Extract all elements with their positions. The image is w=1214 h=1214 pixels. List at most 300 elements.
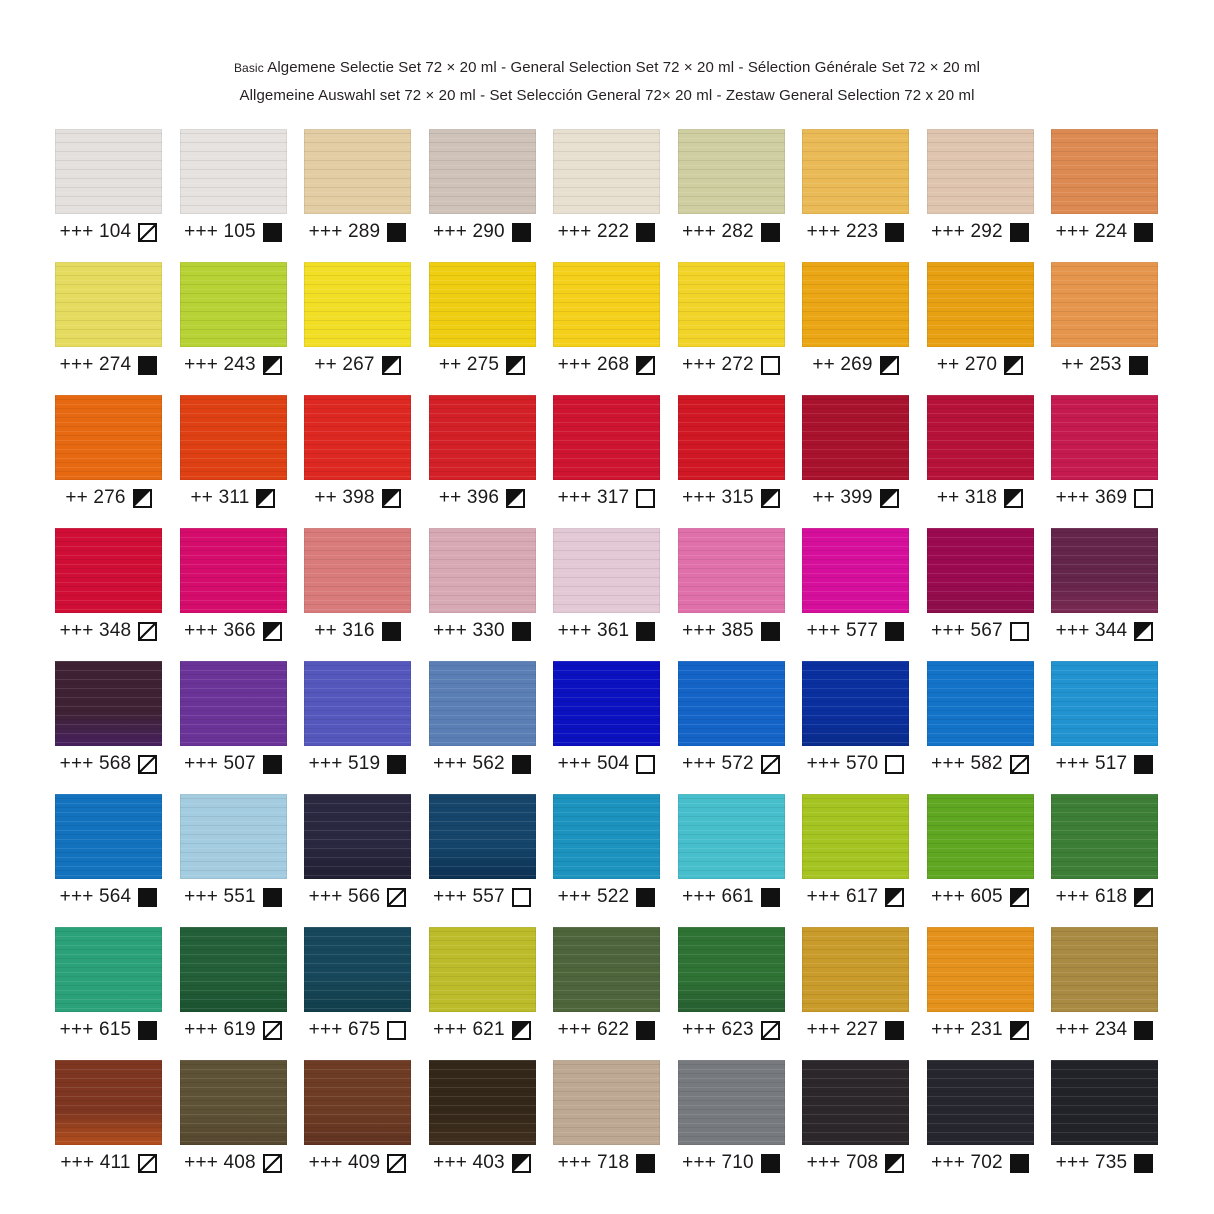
brushstroke-texture	[180, 927, 287, 1012]
swatch-cell	[55, 395, 162, 510]
swatch-code: +++ 615	[59, 1019, 132, 1040]
swatch-code: +++ 507	[184, 753, 256, 774]
brushstroke-texture	[180, 661, 287, 746]
brushstroke-texture	[55, 395, 162, 480]
swatch-cell	[304, 528, 411, 643]
brushstroke-texture	[429, 794, 536, 879]
swatch-label	[678, 620, 785, 642]
brushstroke-texture	[180, 528, 287, 613]
swatch-label	[553, 221, 660, 243]
swatch-cell	[802, 395, 909, 510]
brushstroke-texture	[802, 262, 909, 347]
swatch-code: +++ 661	[682, 886, 754, 907]
opacity-transparent-icon	[512, 888, 531, 907]
brushstroke-texture	[927, 129, 1034, 214]
opacity-semi-transparent-icon	[387, 888, 406, 907]
opacity-semi-opaque-icon	[636, 356, 655, 375]
opacity-semi-transparent-icon	[761, 1021, 780, 1040]
swatch-label	[180, 753, 287, 775]
opacity-semi-opaque-icon	[133, 489, 152, 508]
opacity-transparent-icon	[1010, 622, 1029, 641]
brushstroke-texture	[304, 528, 411, 613]
swatch-code: +++ 562	[433, 753, 505, 774]
opacity-opaque-icon	[761, 888, 780, 907]
swatch-label	[1051, 221, 1158, 243]
brushstroke-texture	[180, 129, 287, 214]
swatch-code: +++ 361	[557, 620, 630, 641]
swatch-cell	[802, 794, 909, 909]
swatch-grid	[55, 129, 1158, 1175]
paint-swatch	[1051, 395, 1158, 480]
paint-swatch	[304, 661, 411, 746]
swatch-label	[1051, 753, 1158, 775]
opacity-semi-transparent-icon	[138, 1154, 157, 1173]
opacity-opaque-icon	[1134, 755, 1153, 774]
swatch-code: +++ 408	[184, 1152, 256, 1173]
opacity-semi-transparent-icon	[138, 622, 157, 641]
swatch-code: +++ 222	[557, 221, 630, 242]
opacity-opaque-icon	[512, 622, 531, 641]
paint-swatch	[927, 395, 1034, 480]
swatch-cell	[180, 395, 287, 510]
swatch-cell	[304, 927, 411, 1042]
opacity-opaque-icon	[1134, 1154, 1153, 1173]
paint-swatch	[429, 661, 536, 746]
opacity-opaque-icon	[1129, 356, 1148, 375]
swatch-cell	[678, 395, 785, 510]
swatch-label	[802, 487, 909, 509]
swatch-label	[553, 620, 660, 642]
opacity-semi-transparent-icon	[387, 1154, 406, 1173]
paint-swatch	[678, 395, 785, 480]
swatch-cell	[304, 1060, 411, 1175]
swatch-cell	[1051, 129, 1158, 244]
paint-swatch	[429, 395, 536, 480]
opacity-semi-transparent-icon	[138, 223, 157, 242]
brushstroke-texture	[304, 661, 411, 746]
swatch-cell	[1051, 927, 1158, 1042]
paint-swatch	[678, 129, 785, 214]
swatch-cell	[802, 927, 909, 1042]
swatch-code: +++ 621	[433, 1019, 505, 1040]
paint-swatch	[678, 528, 785, 613]
paint-swatch	[802, 262, 909, 347]
swatch-label	[553, 354, 660, 376]
swatch-code: ++ 275	[438, 354, 500, 375]
paint-swatch	[304, 528, 411, 613]
paint-swatch	[55, 528, 162, 613]
swatch-code: +++ 708	[806, 1152, 879, 1173]
swatch-label	[304, 620, 411, 642]
swatch-label	[304, 487, 411, 509]
swatch-cell	[553, 927, 660, 1042]
swatch-code: +++ 366	[184, 620, 256, 641]
paint-swatch	[180, 528, 287, 613]
swatch-cell	[55, 528, 162, 643]
brushstroke-texture	[180, 794, 287, 879]
swatch-label	[927, 753, 1034, 775]
swatch-code: +++ 317	[557, 487, 630, 508]
brushstroke-texture	[802, 528, 909, 613]
brushstroke-texture	[927, 528, 1034, 613]
paint-swatch	[553, 129, 660, 214]
brushstroke-texture	[180, 1060, 287, 1145]
swatch-code: +++ 282	[682, 221, 754, 242]
swatch-label	[678, 753, 785, 775]
swatch-label	[429, 1019, 536, 1041]
swatch-code: +++ 234	[1055, 1019, 1128, 1040]
swatch-label	[55, 886, 162, 908]
swatch-label	[678, 487, 785, 509]
swatch-cell	[1051, 1060, 1158, 1175]
swatch-code: +++ 243	[184, 354, 256, 375]
swatch-label	[1051, 620, 1158, 642]
opacity-semi-opaque-icon	[1004, 356, 1023, 375]
brushstroke-texture	[802, 661, 909, 746]
paint-swatch	[802, 528, 909, 613]
opacity-semi-opaque-icon	[761, 489, 780, 508]
opacity-opaque-icon	[636, 1021, 655, 1040]
swatch-label	[180, 221, 287, 243]
swatch-code: +++ 344	[1055, 620, 1128, 641]
opacity-opaque-icon	[1010, 223, 1029, 242]
brushstroke-texture	[429, 262, 536, 347]
paint-swatch	[55, 395, 162, 480]
swatch-cell	[802, 661, 909, 776]
swatch-label	[802, 886, 909, 908]
swatch-cell	[678, 129, 785, 244]
swatch-code: +++ 385	[682, 620, 754, 641]
brushstroke-texture	[429, 661, 536, 746]
brushstroke-texture	[678, 661, 785, 746]
swatch-cell	[802, 528, 909, 643]
paint-swatch	[678, 1060, 785, 1145]
opacity-semi-opaque-icon	[263, 622, 282, 641]
swatch-label	[802, 354, 909, 376]
swatch-code: +++ 224	[1055, 221, 1128, 242]
swatch-code: +++ 223	[806, 221, 879, 242]
brushstroke-texture	[304, 129, 411, 214]
swatch-cell	[927, 794, 1034, 909]
opacity-opaque-icon	[761, 1154, 780, 1173]
swatch-code: +++ 617	[806, 886, 879, 907]
swatch-code: +++ 572	[682, 753, 754, 774]
brushstroke-texture	[1051, 528, 1158, 613]
brushstroke-texture	[927, 1060, 1034, 1145]
swatch-label	[678, 221, 785, 243]
swatch-label	[304, 221, 411, 243]
swatch-label	[678, 886, 785, 908]
swatch-cell	[927, 927, 1034, 1042]
brushstroke-texture	[553, 528, 660, 613]
opacity-opaque-icon	[885, 223, 904, 242]
paint-swatch	[553, 262, 660, 347]
swatch-cell	[180, 262, 287, 377]
brushstroke-texture	[927, 927, 1034, 1012]
swatch-label	[304, 753, 411, 775]
swatch-label	[55, 1152, 162, 1174]
swatch-code: +++ 567	[931, 620, 1003, 641]
swatch-code: +++ 605	[931, 886, 1003, 907]
swatch-code: +++ 409	[308, 1152, 381, 1173]
swatch-code: +++ 504	[557, 753, 630, 774]
opacity-semi-opaque-icon	[885, 888, 904, 907]
brushstroke-texture	[55, 794, 162, 879]
swatch-label	[304, 1152, 411, 1174]
paint-swatch	[429, 794, 536, 879]
swatch-cell	[927, 395, 1034, 510]
swatch-code: ++ 270	[936, 354, 998, 375]
paint-swatch	[1051, 129, 1158, 214]
opacity-semi-opaque-icon	[1010, 1021, 1029, 1040]
opacity-semi-transparent-icon	[761, 755, 780, 774]
paint-swatch	[927, 262, 1034, 347]
swatch-cell	[1051, 661, 1158, 776]
brushstroke-texture	[55, 661, 162, 746]
swatch-label	[55, 487, 162, 509]
paint-swatch	[180, 927, 287, 1012]
brushstroke-texture	[55, 1060, 162, 1145]
paint-swatch	[678, 927, 785, 1012]
swatch-cell	[927, 661, 1034, 776]
brushstroke-texture	[802, 794, 909, 879]
paint-swatch	[1051, 1060, 1158, 1145]
paint-swatch	[429, 1060, 536, 1145]
brushstroke-texture	[180, 262, 287, 347]
brushstroke-texture	[304, 1060, 411, 1145]
brushstroke-texture	[180, 395, 287, 480]
swatch-code: +++ 290	[433, 221, 505, 242]
swatch-label	[1051, 1152, 1158, 1174]
brushstroke-texture	[678, 129, 785, 214]
brushstroke-texture	[1051, 661, 1158, 746]
swatch-label	[55, 354, 162, 376]
swatch-cell	[180, 661, 287, 776]
opacity-transparent-icon	[885, 755, 904, 774]
swatch-code: +++ 403	[433, 1152, 505, 1173]
swatch-code: +++ 315	[682, 487, 754, 508]
swatch-label	[678, 1152, 785, 1174]
paint-swatch	[927, 794, 1034, 879]
swatch-cell	[1051, 395, 1158, 510]
brushstroke-texture	[304, 262, 411, 347]
paint-swatch	[180, 395, 287, 480]
swatch-label	[1051, 1019, 1158, 1041]
paint-swatch	[553, 395, 660, 480]
swatch-code: +++ 104	[59, 221, 132, 242]
swatch-label	[180, 1152, 287, 1174]
brushstroke-texture	[1051, 129, 1158, 214]
title-line-1-text: Algemene Selectie Set 72 × 20 ml - General Selection Set 72 × 20 ml - Sélection Générale Set 72 × 20 ml	[263, 59, 981, 76]
swatch-cell	[55, 794, 162, 909]
opacity-opaque-icon	[512, 223, 531, 242]
swatch-label	[678, 1019, 785, 1041]
paint-swatch	[927, 528, 1034, 613]
brushstroke-texture	[553, 395, 660, 480]
paint-swatch	[927, 927, 1034, 1012]
brushstroke-texture	[678, 927, 785, 1012]
brushstroke-texture	[55, 129, 162, 214]
paint-swatch	[927, 1060, 1034, 1145]
swatch-code: +++ 622	[557, 1019, 630, 1040]
swatch-cell	[927, 129, 1034, 244]
opacity-opaque-icon	[138, 356, 157, 375]
opacity-transparent-icon	[636, 489, 655, 508]
swatch-code: +++ 735	[1055, 1152, 1128, 1173]
swatch-cell	[55, 927, 162, 1042]
opacity-opaque-icon	[263, 223, 282, 242]
swatch-label	[55, 221, 162, 243]
brushstroke-texture	[802, 1060, 909, 1145]
opacity-semi-opaque-icon	[1134, 622, 1153, 641]
brushstroke-texture	[802, 395, 909, 480]
swatch-code: +++ 675	[308, 1019, 381, 1040]
swatch-cell	[180, 927, 287, 1042]
title-prefix: Basic	[233, 61, 264, 75]
swatch-label	[802, 221, 909, 243]
opacity-opaque-icon	[512, 755, 531, 774]
paint-swatch	[55, 661, 162, 746]
paint-swatch	[304, 262, 411, 347]
swatch-code: +++ 623	[682, 1019, 754, 1040]
swatch-label	[429, 886, 536, 908]
swatch-code: ++ 253	[1061, 354, 1122, 375]
swatch-cell	[55, 262, 162, 377]
swatch-code: ++ 398	[314, 487, 375, 508]
swatch-label	[429, 354, 536, 376]
swatch-cell	[304, 395, 411, 510]
swatch-label	[927, 1019, 1034, 1041]
swatch-cell	[180, 129, 287, 244]
swatch-label	[55, 753, 162, 775]
swatch-cell	[553, 1060, 660, 1175]
paint-swatch	[429, 927, 536, 1012]
paint-swatch	[180, 794, 287, 879]
swatch-cell	[55, 129, 162, 244]
swatch-label	[55, 1019, 162, 1041]
swatch-cell	[304, 661, 411, 776]
opacity-transparent-icon	[1134, 489, 1153, 508]
swatch-code: +++ 330	[433, 620, 505, 641]
opacity-semi-transparent-icon	[263, 1021, 282, 1040]
swatch-label	[553, 1152, 660, 1174]
swatch-cell	[678, 528, 785, 643]
swatch-label	[927, 354, 1034, 376]
swatch-code: +++ 577	[806, 620, 879, 641]
swatch-cell	[55, 661, 162, 776]
swatch-cell	[553, 794, 660, 909]
opacity-semi-opaque-icon	[256, 489, 275, 508]
paint-swatch	[802, 927, 909, 1012]
swatch-code: +++ 551	[184, 886, 256, 907]
brushstroke-texture	[678, 262, 785, 347]
swatch-cell	[553, 395, 660, 510]
swatch-cell	[180, 794, 287, 909]
swatch-code: ++ 316	[314, 620, 375, 641]
opacity-semi-transparent-icon	[263, 1154, 282, 1173]
brushstroke-texture	[1051, 395, 1158, 480]
opacity-semi-opaque-icon	[382, 489, 401, 508]
swatch-code: +++ 274	[59, 354, 132, 375]
swatch-code: +++ 369	[1055, 487, 1128, 508]
swatch-code: +++ 289	[308, 221, 381, 242]
swatch-cell	[429, 528, 536, 643]
swatch-code: ++ 396	[438, 487, 500, 508]
swatch-cell	[678, 661, 785, 776]
opacity-semi-transparent-icon	[138, 755, 157, 774]
swatch-label	[304, 1019, 411, 1041]
swatch-label	[553, 487, 660, 509]
swatch-code: +++ 702	[931, 1152, 1003, 1173]
paint-swatch	[304, 1060, 411, 1145]
swatch-code: +++ 619	[184, 1019, 256, 1040]
swatch-cell	[429, 1060, 536, 1175]
swatch-code: +++ 566	[308, 886, 381, 907]
paint-swatch	[55, 129, 162, 214]
swatch-cell	[553, 262, 660, 377]
opacity-transparent-icon	[387, 1021, 406, 1040]
swatch-cell	[1051, 794, 1158, 909]
paint-swatch	[1051, 794, 1158, 879]
opacity-opaque-icon	[263, 888, 282, 907]
paint-swatch	[304, 129, 411, 214]
swatch-code: +++ 564	[59, 886, 132, 907]
swatch-label	[304, 354, 411, 376]
swatch-code: +++ 568	[59, 753, 132, 774]
opacity-opaque-icon	[1010, 1154, 1029, 1173]
opacity-opaque-icon	[387, 223, 406, 242]
paint-swatch	[802, 794, 909, 879]
brushstroke-texture	[55, 528, 162, 613]
opacity-transparent-icon	[761, 356, 780, 375]
swatch-cell	[802, 1060, 909, 1175]
swatch-code: +++ 517	[1055, 753, 1128, 774]
swatch-label	[304, 886, 411, 908]
swatch-code: ++ 269	[812, 354, 873, 375]
swatch-label	[927, 221, 1034, 243]
swatch-label	[802, 1152, 909, 1174]
swatch-cell	[678, 794, 785, 909]
swatch-cell	[802, 262, 909, 377]
swatch-code: +++ 718	[557, 1152, 630, 1173]
swatch-cell	[927, 528, 1034, 643]
swatch-label	[1051, 886, 1158, 908]
swatch-label	[553, 1019, 660, 1041]
brushstroke-texture	[927, 661, 1034, 746]
swatch-label	[55, 620, 162, 642]
opacity-opaque-icon	[387, 755, 406, 774]
paint-swatch	[304, 395, 411, 480]
brushstroke-texture	[678, 528, 785, 613]
opacity-semi-opaque-icon	[1010, 888, 1029, 907]
swatch-cell	[429, 794, 536, 909]
brushstroke-texture	[304, 794, 411, 879]
swatch-code: +++ 522	[557, 886, 630, 907]
paint-swatch	[802, 129, 909, 214]
paint-swatch	[55, 794, 162, 879]
paint-swatch	[802, 395, 909, 480]
paint-swatch	[304, 927, 411, 1012]
brushstroke-texture	[553, 129, 660, 214]
swatch-cell	[55, 1060, 162, 1175]
opacity-semi-opaque-icon	[506, 489, 525, 508]
paint-swatch	[678, 661, 785, 746]
paint-swatch	[802, 661, 909, 746]
swatch-cell	[678, 927, 785, 1042]
brushstroke-texture	[553, 262, 660, 347]
brushstroke-texture	[429, 395, 536, 480]
swatch-label	[180, 886, 287, 908]
